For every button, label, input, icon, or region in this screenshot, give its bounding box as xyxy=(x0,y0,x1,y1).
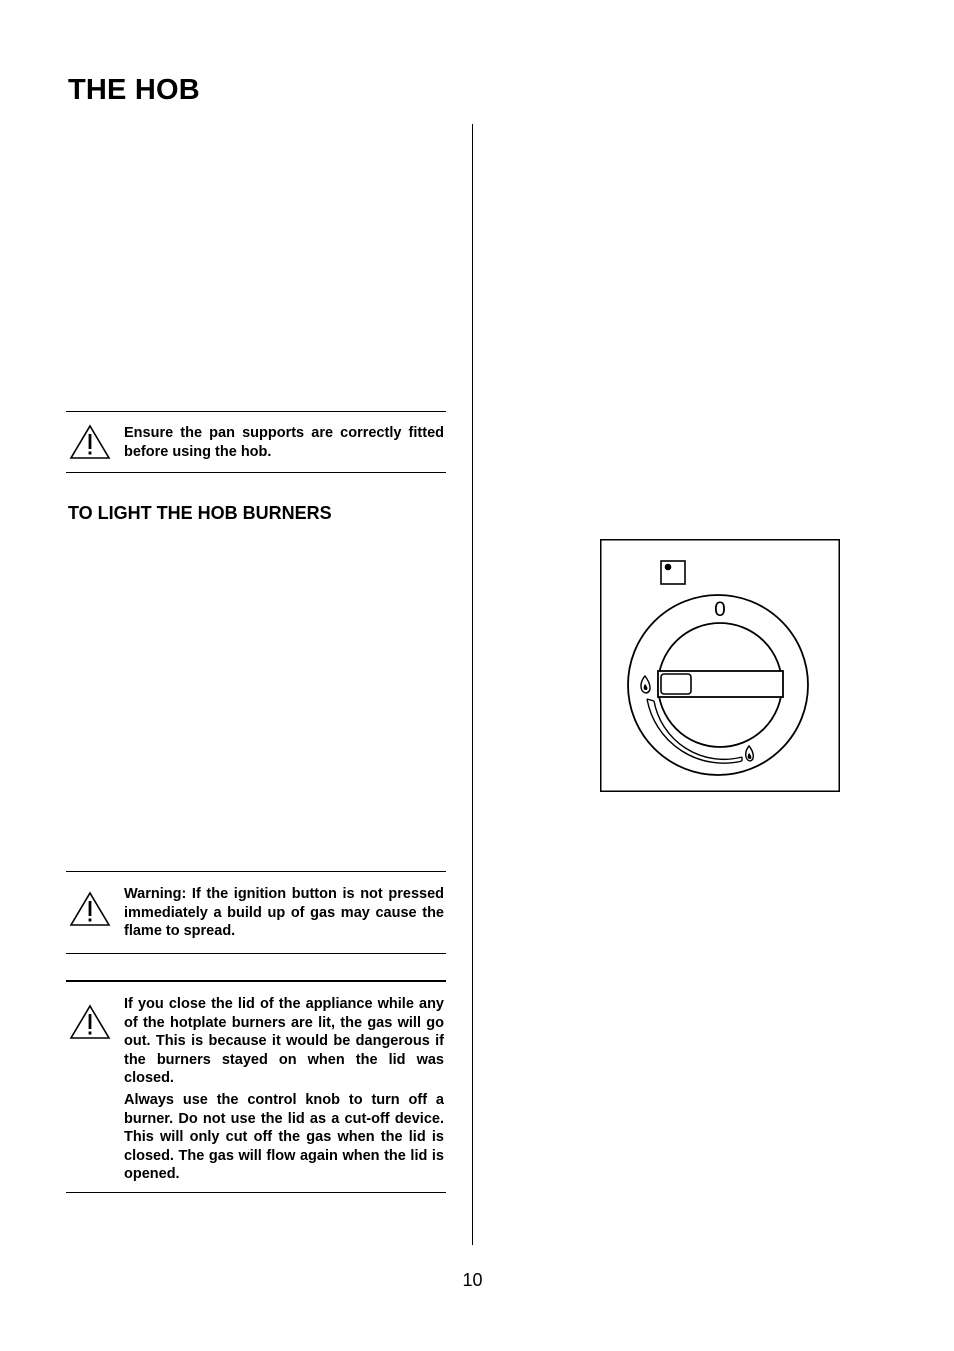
warning-triangle-icon xyxy=(69,891,111,927)
page-number: 10 xyxy=(462,1270,483,1290)
warning-box-pan-supports xyxy=(66,411,446,473)
off-position-label: 0 xyxy=(714,598,726,621)
section-heading-light-burners: TO LIGHT THE HOB BURNERS xyxy=(68,503,332,523)
warning-text xyxy=(124,424,444,461)
warning-paragraph: Warning: If the ignition button is not pressed immediately a build up of gas may cause the flame to spread. xyxy=(124,886,444,940)
warning-paragraph: If you close the lid of the appliance while any of the hotplate burners are lit, the gas will go out. This is because it would be dangerous if the burners stayed on when the lid was closed. xyxy=(124,996,444,1087)
warning-text xyxy=(124,995,444,1184)
warning-triangle-icon xyxy=(69,424,111,460)
knob-indicator xyxy=(661,674,691,694)
warning-paragraph: Ensure the pan supports are correctly fitted before using the hob. xyxy=(124,425,444,460)
warning-text xyxy=(124,885,444,941)
control-knob-diagram xyxy=(600,539,840,792)
column-divider xyxy=(472,124,473,1245)
warning-box-lid xyxy=(66,980,446,1193)
page-title: THE HOB xyxy=(68,74,200,106)
warning-triangle-icon xyxy=(69,1004,111,1040)
warning-box-ignition xyxy=(66,871,446,954)
control-knob-icon[interactable] xyxy=(658,623,783,747)
warning-paragraph: Always use the control knob to turn off a burner. Do not use the lid as a cut-off device. This will only cut off the gas when the lid is closed. The gas will flow again when the lid is opened. xyxy=(124,1091,444,1183)
